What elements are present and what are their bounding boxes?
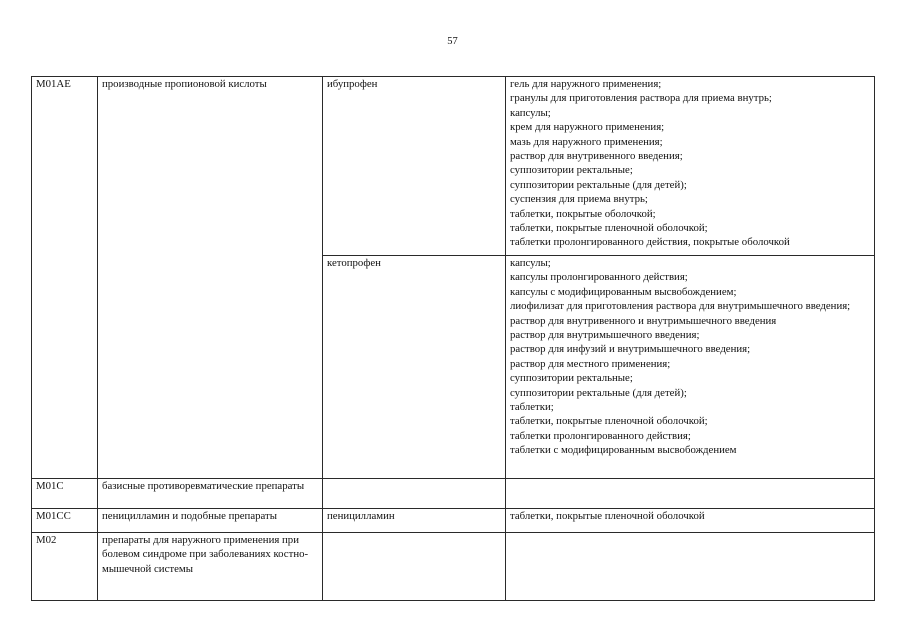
atc-group-cell: пеницилламин и подобные препараты — [98, 509, 323, 533]
inn-cell: пеницилламин — [323, 509, 506, 533]
dosage-form-line: капсулы; — [510, 106, 551, 119]
dosage-form-line: суппозитории ректальные (для детей); — [510, 178, 687, 191]
dosage-form-line: мазь для наружного применения; — [510, 135, 663, 148]
page-number: 57 — [447, 36, 458, 47]
inn-cell: ибупрофен — [323, 77, 506, 256]
dosage-forms-cell — [506, 77, 875, 256]
inn-cell — [323, 479, 506, 509]
atc-group-cell: производные пропионовой кислоты — [98, 77, 323, 479]
table-row — [32, 479, 875, 509]
table-row — [32, 509, 875, 533]
inn-cell: кетопрофен — [323, 256, 506, 479]
dosage-form-line: суппозитории ректальные; — [510, 372, 633, 385]
dosage-form-line: раствор для местного применения; — [510, 357, 671, 370]
drug-table — [31, 76, 875, 601]
dosage-form-line: крем для наружного применения; — [510, 121, 665, 134]
atc-code-cell: M01AE — [32, 77, 98, 479]
table-row — [32, 533, 875, 601]
dosage-form-line: лиофилизат для приготовления раствора для внутримышечного введения; — [510, 300, 851, 313]
atc-code-cell: M01CC — [32, 509, 98, 533]
dosage-forms-cell — [506, 256, 875, 479]
dosage-forms-cell — [506, 479, 875, 509]
dosage-form-line: таблетки с модифицированным высвобождением — [510, 444, 737, 457]
dosage-form-line: раствор для инфузий и внутримышечного введения; — [510, 343, 751, 356]
table-row — [32, 77, 875, 256]
dosage-form-line: таблетки, покрытые оболочкой; — [510, 207, 656, 220]
dosage-form-line: таблетки пролонгированного действия, покрытые оболочкой — [510, 236, 790, 249]
dosage-form-line: капсулы пролонгированного действия; — [510, 271, 688, 284]
dosage-forms-cell — [506, 533, 875, 601]
dosage-form-line: капсулы с модифицированным высвобождением; — [510, 285, 737, 298]
atc-group-cell: препараты для наружного применения при болевом синдроме при заболеваниях костно-мышечной системы — [98, 533, 323, 601]
dosage-form-line: гранулы для приготовления раствора для приема внутрь; — [510, 92, 772, 105]
dosage-forms-cell — [506, 509, 875, 533]
dosage-form-line: суппозитории ректальные; — [510, 164, 633, 177]
dosage-form-line: раствор для внутривенного и внутримышечного введения — [510, 314, 777, 327]
dosage-form-line: таблетки, покрытые пленочной оболочкой; — [510, 222, 708, 235]
atc-group-cell: базисные противоревматические препараты — [98, 479, 323, 509]
dosage-form-line: таблетки, покрытые пленочной оболочкой; — [510, 415, 708, 428]
inn-cell — [323, 533, 506, 601]
dosage-form-line: таблетки; — [510, 401, 554, 414]
dosage-form-line: капсулы; — [510, 257, 551, 269]
atc-code-cell: M02 — [32, 533, 98, 601]
dosage-form-line: таблетки пролонгированного действия; — [510, 429, 691, 442]
dosage-form-line: суспензия для приема внутрь; — [510, 193, 648, 206]
dosage-form-line: таблетки, покрытые пленочной оболочкой — [510, 510, 705, 522]
dosage-form-line: раствор для внутривенного введения; — [510, 150, 683, 163]
atc-code-cell: M01C — [32, 479, 98, 509]
dosage-form-line: суппозитории ректальные (для детей); — [510, 386, 687, 399]
dosage-form-line: раствор для внутримышечного введения; — [510, 329, 700, 342]
dosage-form-line: гель для наружного применения; — [510, 78, 662, 90]
